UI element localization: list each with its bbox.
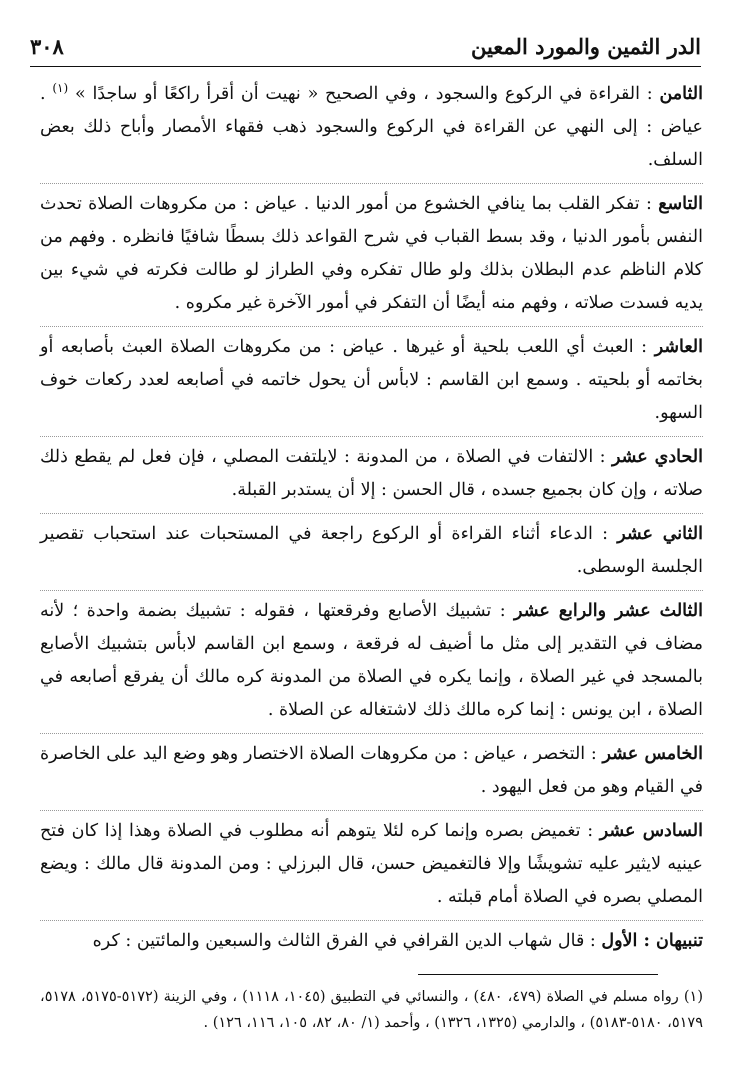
paragraph-notes (40, 920, 703, 964)
paragraph-sixteenth (40, 810, 703, 920)
paragraph-label: الثاني عشر (617, 523, 703, 544)
paragraph-label: الثامن (659, 83, 703, 104)
paragraph-eighth (40, 72, 703, 183)
book-title: الدر الثمين والمورد المعين (470, 34, 701, 59)
paragraph-text: : الالتفات في الصلاة ، من المدونة : لايلتفت المصلي ، فإن فعل لم يقطع ذلك صلاته ، وإن كان بجميع جسده ، قال الحسن : إلا أن يستدبر القبلة. (40, 446, 703, 500)
page-number: ٣٠٨ (30, 34, 64, 59)
paragraph-fifteenth (40, 733, 703, 810)
paragraph-label: العاشر (654, 336, 703, 357)
paragraph-text: : تفكر القلب بما ينافي الخشوع من أمور الدنيا . عياض : من مكروهات الصلاة تحدث النفس بأمور الدنيا ، وقد بسط القباب في شرح القواعد ذلك بسطًا شافيًا فانظره . وفهم من كلام الناظم عدم البطلان بذلك ولو طال تفكره وفي الطراز لو طالت فكرته في شيء بين يديه فسدت صلاته ، وفهم منه أيضًا أن التفكر في أمور الآخرة غير مكروه . (40, 193, 703, 313)
paragraph-text: : قال شهاب الدين القرافي في الفرق الثالث والسبعين والمائتين : كره (92, 930, 602, 951)
paragraph-text: : التخصر ، عياض : من مكروهات الصلاة الاختصار وهو وضع اليد على الخاصرة في القيام وهو من فعل اليهود . (40, 743, 703, 797)
paragraph-label: تنبيهان : الأول (601, 930, 703, 951)
paragraph-text: : تغميض بصره وإنما كره لئلا يتوهم أنه مطلوب في الصلاة وهذا إذا كان فتح عينيه لايثير عليه تشويشًا وإلا فالتغميض حسن، قال البرزلي : ومن المدونة قال مالك : ويضع المصلي بصره في الصلاة أمام قبلته . (40, 820, 703, 907)
paragraph-label: الخامس عشر (602, 743, 703, 764)
footnote-ref[interactable]: (١) (52, 81, 69, 95)
paragraph-twelfth (40, 513, 703, 590)
paragraph-text: : العبث أي اللعب بلحية أو غيرها . عياض : من مكروهات الصلاة العبث بأصابعه أو بخاتمه أو بلحيته . وسمع ابن القاسم : لابأس أن يحول خاتمه في أصابعه لعدد ركعات خوف السهو. (40, 336, 703, 423)
footnote-divider (418, 974, 658, 975)
paragraph-label: التاسع (658, 193, 703, 214)
paragraph-text: : تشبيك الأصابع وفرقعتها ، فقوله : تشبيك بضمة واحدة ؛ لأنه مضاف في التقدير إلى مثل ما أضيف له فرقعة ، وسمع ابن القاسم لابأس بتشبيك الأصابع بالمسجد في غير الصلاة ، وإنما يكره في الصلاة من المدونة كره مالك أن يفرقع أصابعه في الصلاة ، ابن يونس : إنما كره مالك ذلك لاشتغاله عن الصلاة . (40, 600, 703, 720)
paragraph-text-tail: . عياض : إلى النهي عن القراءة في الركوع والسجود ذهب فقهاء الأمصار وأباح ذلك بعض السلف. (40, 83, 703, 170)
paragraph-label: السادس عشر (599, 820, 703, 841)
paragraph-text: : القراءة في الركوع والسجود ، وفي الصحيح « نهيت أن أقرأ راكعًا أو ساجدًا » (74, 83, 660, 104)
paragraph-label: الحادي عشر (611, 446, 703, 467)
running-header (30, 32, 701, 67)
paragraph-tenth (40, 326, 703, 436)
paragraph-label: الثالث عشر والرابع عشر (514, 600, 703, 621)
main-text (40, 72, 703, 964)
footnote: (١) رواه مسلم في الصلاة (٤٧٩، ٤٨٠) ، والنسائي في التطبيق (١٠٤٥، ١١١٨) ، وفي الزينة (٥١٧٢-٥١٧٥، ٥١٧٨، ٥١٧٩، ٥١٨٠-٥١٨٣) ، والدارمي (١٣٢٥، ١٣٢٦) ، وأحمد (١/ ٨٠، ٨٢، ١٠٥، ١١٦، ١٢٦) . (40, 989, 703, 1031)
paragraph-text: : الدعاء أثناء القراءة أو الركوع راجعة في المستحبات عند استحباب تقصير الجلسة الوسطى. (40, 523, 703, 577)
paragraph-thirteenth-fourteenth (40, 590, 703, 733)
paragraph-ninth (40, 183, 703, 326)
paragraph-eleventh (40, 436, 703, 513)
